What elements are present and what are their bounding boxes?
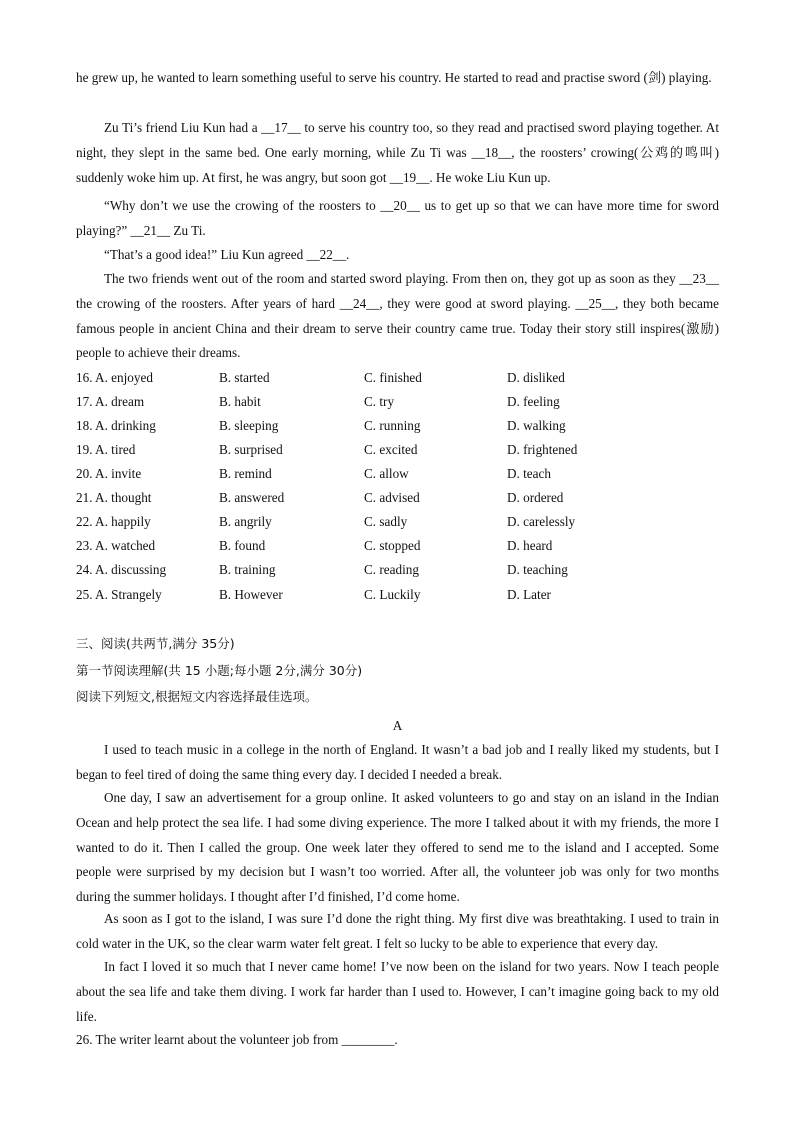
option-c[interactable]: C. advised [364, 490, 420, 505]
option-a[interactable]: 21. A. thought [76, 490, 152, 505]
option-d[interactable]: D. ordered [507, 490, 564, 505]
option-b[interactable]: B. angrily [219, 514, 272, 529]
option-d[interactable]: D. disliked [507, 370, 565, 385]
option-a[interactable]: 17. A. dream [76, 394, 145, 409]
option-d[interactable]: D. teaching [507, 562, 568, 577]
option-c[interactable]: C. running [364, 418, 421, 433]
passage-a-paragraph-2: One day, I saw an advertisement for a group online. It asked volunteers to go and stay on an island in the Indian Ocean and help protect the sea life. I had some diving experience. The more I talked about it with my friends, the more I wanted to do it. Then I called the group. One week later they offered to send me to the island and I accepted. Some people were surprised by my decision but I wasn’t too worried. After all, the volunteer job was only for two months during the summer holidays. I thought after I’d finished, I’d come home. [76, 790, 719, 905]
option-a[interactable]: 22. A. happily [76, 514, 151, 529]
option-c[interactable]: C. sadly [364, 514, 408, 529]
option-b[interactable]: B. remind [219, 466, 272, 481]
option-row-19 [76, 439, 719, 461]
option-d[interactable]: D. carelessly [507, 514, 576, 529]
option-b[interactable]: B. surprised [219, 442, 283, 457]
cloze-paragraph-1: he grew up, he wanted to learn something useful to serve his country. He started to read and practise sword (剑) playing. [76, 70, 712, 85]
passage-a-paragraph-3: As soon as I got to the island, I was sure I’d done the right thing. My first dive was breathtaking. I used to train in cold water in the UK, so the clear warm water felt great. I felt so lucky to be able to experience that every day. [76, 911, 719, 951]
option-a[interactable]: 20. A. invite [76, 466, 142, 481]
option-d[interactable]: D. walking [507, 418, 566, 433]
option-d[interactable]: D. heard [507, 538, 553, 553]
section-instruction: 阅读下列短文,根据短文内容选择最佳选项。 [76, 689, 318, 704]
option-b[interactable]: B. habit [219, 394, 261, 409]
option-a[interactable]: 18. A. drinking [76, 418, 156, 433]
option-c[interactable]: C. reading [364, 562, 419, 577]
option-row-23 [76, 535, 719, 557]
option-row-24 [76, 559, 719, 581]
option-a[interactable]: 19. A. tired [76, 442, 136, 457]
option-d[interactable]: D. Later [507, 587, 551, 602]
option-a[interactable]: 24. A. discussing [76, 562, 167, 577]
option-b[interactable]: B. training [219, 562, 276, 577]
option-d[interactable]: D. feeling [507, 394, 560, 409]
passage-label: A [392, 718, 403, 733]
option-c[interactable]: C. allow [364, 466, 409, 481]
passage-a-paragraph-1: I used to teach music in a college in the north of England. It wasn’t a bad job and I really liked my students, but I began to feel tired of doing the same thing every day. I decided I needed a break. [76, 742, 719, 782]
passage-a-paragraph-4: In fact I loved it so much that I never came home! I’ve now been on the island for two years. Now I teach people about the sea life and take them diving. I work far harder than I used to. However, I can’t imagine going back to my old life. [76, 959, 719, 1024]
option-row-25 [76, 584, 719, 606]
cloze-paragraph-4: “That’s a good idea!” Liu Kun agreed __22__. [104, 247, 350, 262]
option-c[interactable]: C. try [364, 394, 395, 409]
cloze-paragraph-3: “Why don’t we use the crowing of the roosters to __20__ us to get up so that we can have more time for sword playing?” __21__ Zu Ti. [76, 198, 719, 238]
option-a[interactable]: 25. A. Strangely [76, 587, 162, 602]
option-row-16 [76, 367, 719, 389]
option-b[interactable]: B. started [219, 370, 270, 385]
option-b[interactable]: B. sleeping [219, 418, 279, 433]
option-c[interactable]: C. finished [364, 370, 422, 385]
option-b[interactable]: B. found [219, 538, 266, 553]
cloze-paragraph-5: The two friends went out of the room and started sword playing. From then on, they got up as soon as they __23__ the crowing of the roosters. After years of hard __24__, they were good at sword playing. __25__, they both became famous people in ancient China and their dream to serve their country came true. Today their story still inspires(激励) people to achieve their dreams. [76, 271, 719, 361]
question-26: 26. The writer learnt about the volunteer job from ________. [76, 1032, 398, 1047]
option-d[interactable]: D. frightened [507, 442, 578, 457]
option-c[interactable]: C. excited [364, 442, 418, 457]
section-title: 三、阅读(共两节,满分 35分) [76, 636, 235, 651]
option-a[interactable]: 23. A. watched [76, 538, 156, 553]
option-row-22 [76, 511, 719, 533]
section-subtitle: 第一节阅读理解(共 15 小题;每小题 2分,满分 30分) [76, 663, 363, 678]
option-b[interactable]: B. However [219, 587, 283, 602]
cloze-paragraph-2: Zu Ti’s friend Liu Kun had a __17__ to serve his country too, so they read and practised sword playing together. At night, they slept in the same bed. One early morning, while Zu Ti was __18__, the roosters’ crowing(公鸡的鸣叫) suddenly woke him up. At first, he was angry, but soon got __19__. He woke Liu Kun up. [76, 120, 719, 185]
option-row-20 [76, 463, 719, 485]
option-row-21 [76, 487, 719, 509]
option-c[interactable]: C. stopped [364, 538, 421, 553]
option-row-17 [76, 391, 719, 413]
option-d[interactable]: D. teach [507, 466, 551, 481]
option-row-18 [76, 415, 719, 437]
option-a[interactable]: 16. A. enjoyed [76, 370, 153, 385]
option-c[interactable]: C. Luckily [364, 587, 421, 602]
option-b[interactable]: B. answered [219, 490, 285, 505]
